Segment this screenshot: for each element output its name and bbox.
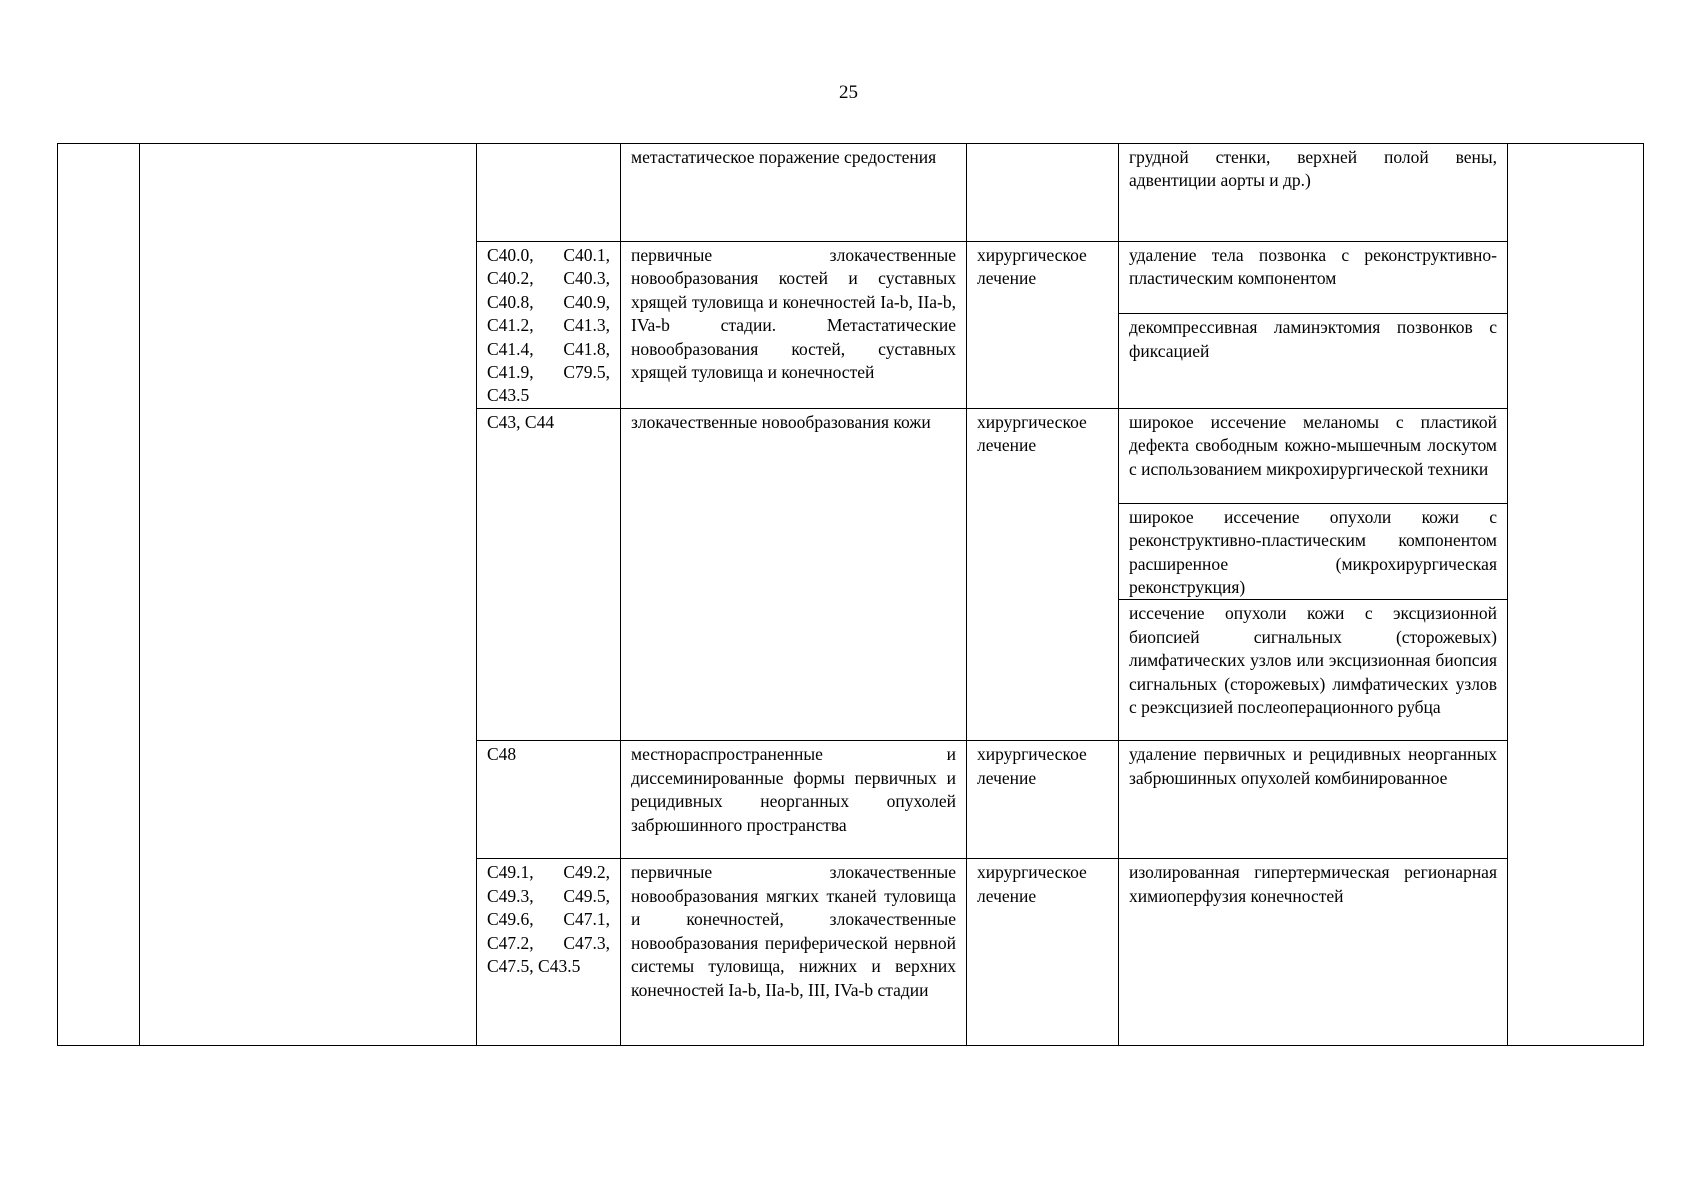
- treatment-cell: хирургическое лечение: [967, 408, 1119, 741]
- codes-cell: C48: [477, 741, 621, 859]
- treatment-cell: хирургическое лечение: [967, 741, 1119, 859]
- col-rate-cell: [1508, 144, 1644, 1046]
- method-cell: иссечение опухоли кожи с эксцизионной биопсией сигнальных (сторожевых) лимфатических узлов или эксцизионная биопсия сигнальных (сторожевых) лимфатических узлов с реэксцизией послеоперационного рубца: [1119, 600, 1508, 741]
- diagnosis-cell: первичные злокачественные новообразования мягких тканей туловища и конечностей, злокачественные новообразования периферической нервной системы туловища, нижних и верхних конечностей Ia-b, IIa-b, III, IVa-b стадии: [621, 859, 967, 1046]
- codes-cell: C40.0, C40.1, C40.2, C40.3, C40.8, C40.9, C41.2, C41.3, C41.4, C41.8, C41.9, C79.5, C43.5: [477, 242, 621, 409]
- procedures-table: [57, 143, 1644, 1046]
- page-number: 25: [839, 82, 858, 103]
- diagnosis-cell: злокачественные новообразования кожи: [621, 408, 967, 741]
- method-cell: широкое иссечение меланомы с пластикой дефекта свободным кожно-мышечным лоскутом с использованием микрохирургической техники: [1119, 408, 1508, 503]
- treatment-cell: хирургическое лечение: [967, 242, 1119, 409]
- method-cell: удаление первичных и рецидивных неорганных забрюшинных опухолей комбинированное: [1119, 741, 1508, 859]
- codes-cell: [477, 144, 621, 242]
- diagnosis-cell: первичные злокачественные новообразования костей и суставных хрящей туловища и конечностей Ia-b, IIa-b, IVa-b стадии. Метастатические новообразования костей, суставных хрящей туловища и конечностей: [621, 242, 967, 409]
- col-group-cell: [140, 144, 477, 1046]
- table-row: [58, 144, 1644, 242]
- col-number-cell: [58, 144, 140, 1046]
- diagnosis-cell: метастатическое поражение средостения: [621, 144, 967, 242]
- method-cell: грудной стенки, верхней полой вены, адвентиции аорты и др.): [1119, 144, 1508, 242]
- method-cell: удаление тела позвонка с реконструктивно-пластическим компонентом: [1119, 242, 1508, 314]
- method-cell: широкое иссечение опухоли кожи с реконструктивно-пластическим компонентом расширенное (микрохирургическая реконструкция): [1119, 503, 1508, 600]
- diagnosis-cell: местнораспространенные и диссеминированные формы первичных и рецидивных неорганных опухолей забрюшинного пространства: [621, 741, 967, 859]
- treatment-cell: [967, 144, 1119, 242]
- codes-cell: C49.1, C49.2, C49.3, C49.5, C49.6, C47.1, C47.2, C47.3, C47.5, C43.5: [477, 859, 621, 1046]
- method-cell: изолированная гипертермическая регионарная химиоперфузия конечностей: [1119, 859, 1508, 1046]
- codes-cell: C43, C44: [477, 408, 621, 741]
- treatment-cell: хирургическое лечение: [967, 859, 1119, 1046]
- method-cell: декомпрессивная ламинэктомия позвонков с фиксацией: [1119, 314, 1508, 408]
